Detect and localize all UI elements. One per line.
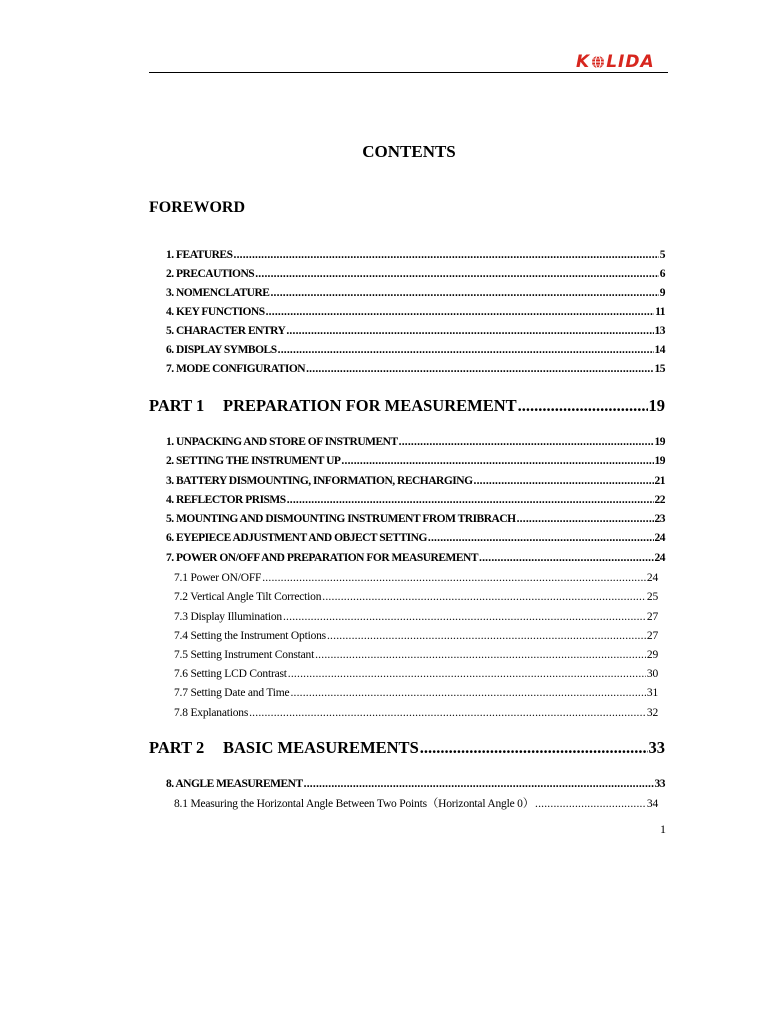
toc-label: 7.6 Setting LCD Contrast xyxy=(174,668,287,680)
part-page: 33 xyxy=(648,738,665,757)
toc-label: 3. BATTERY DISMOUNTING, INFORMATION, RECHARGING xyxy=(166,475,473,487)
logo-text-post: LIDA xyxy=(606,52,655,72)
toc-item[interactable] xyxy=(166,341,665,357)
toc-label: 1. FEATURES xyxy=(166,249,233,261)
part-title: PREPARATION FOR MEASUREMENT xyxy=(223,396,517,415)
toc-subitem[interactable] xyxy=(174,795,658,811)
toc-label: 7.1 Power ON/OFF xyxy=(174,572,262,584)
toc-subitem[interactable] xyxy=(174,569,658,585)
toc-leader xyxy=(255,267,659,281)
toc-page: 15 xyxy=(654,363,665,375)
toc-leader xyxy=(234,248,659,262)
toc-leader xyxy=(517,512,654,526)
toc-leader xyxy=(306,362,653,376)
toc-label: 3. NOMENCLATURE xyxy=(166,287,270,299)
toc-item[interactable] xyxy=(166,284,665,300)
toc-leader xyxy=(518,396,648,416)
toc-leader xyxy=(322,590,646,604)
toc-subitem[interactable] xyxy=(174,588,658,604)
part-number: PART 2 xyxy=(149,738,205,757)
toc-leader xyxy=(479,551,653,565)
toc-label: 6. DISPLAY SYMBOLS xyxy=(166,344,277,356)
toc-label: 7.4 Setting the Instrument Options xyxy=(174,630,326,642)
toc-label: 7.3 Display Illumination xyxy=(174,611,282,623)
toc-leader xyxy=(535,797,646,811)
toc-label: 1. UNPACKING AND STORE OF INSTRUMENT xyxy=(166,436,398,448)
toc-leader xyxy=(288,667,646,681)
toc-label: 7.5 Setting Instrument Constant xyxy=(174,649,315,661)
page-number: 1 xyxy=(660,822,666,836)
toc-leader xyxy=(290,686,645,700)
toc-page: 24 xyxy=(654,552,665,564)
toc-label: 5. CHARACTER ENTRY xyxy=(166,325,286,337)
toc-item[interactable] xyxy=(166,433,665,449)
toc-label: 7.8 Explanations xyxy=(174,707,249,719)
toc-page: 27 xyxy=(646,611,658,623)
toc-leader xyxy=(262,571,646,585)
toc-subitem[interactable] xyxy=(174,684,658,700)
toc-page: 31 xyxy=(646,687,658,699)
logo-text-pre: K xyxy=(576,52,591,72)
toc-leader xyxy=(315,648,646,662)
part-number: PART 1 xyxy=(149,396,205,415)
toc-item[interactable] xyxy=(166,529,665,545)
toc-item[interactable] xyxy=(166,491,665,507)
toc-leader xyxy=(270,286,658,300)
toc-leader xyxy=(420,738,648,758)
toc-page: 19 xyxy=(654,455,665,467)
toc-subitem[interactable] xyxy=(174,646,658,662)
toc-leader xyxy=(428,531,654,545)
toc-label: 8. ANGLE MEASUREMENT xyxy=(166,778,303,790)
toc-page: 11 xyxy=(655,306,665,318)
toc-label: 7.2 Vertical Angle Tilt Correction xyxy=(174,591,322,603)
toc-leader xyxy=(278,343,654,357)
toc-leader xyxy=(304,777,654,791)
toc-page: 24 xyxy=(646,572,658,584)
toc-label: 5. MOUNTING AND DISMOUNTING INSTRUMENT FROM TRIBRACH xyxy=(166,513,516,525)
toc-label: 8.1 Measuring the Horizontal Angle Between Two Points（Horizontal Angle 0） xyxy=(174,798,534,810)
toc-leader xyxy=(249,706,646,720)
toc-page: 29 xyxy=(646,649,658,661)
header-rule xyxy=(149,72,668,73)
toc-page: 23 xyxy=(654,513,665,525)
toc-label: 6. EYEPIECE ADJUSTMENT AND OBJECT SETTING xyxy=(166,532,427,544)
toc-item[interactable] xyxy=(166,472,665,488)
toc-page: 5 xyxy=(659,249,665,261)
toc-leader xyxy=(474,474,654,488)
toc-item[interactable] xyxy=(166,775,665,791)
toc-item[interactable] xyxy=(166,322,665,338)
toc-subitem[interactable] xyxy=(174,704,658,720)
toc-page: 9 xyxy=(659,287,665,299)
toc-item[interactable] xyxy=(166,549,665,565)
toc-page: 33 xyxy=(654,778,665,790)
toc-leader xyxy=(287,493,654,507)
foreword-heading: FOREWORD xyxy=(149,199,245,216)
toc-leader xyxy=(327,629,646,643)
part-title: BASIC MEASUREMENTS xyxy=(223,738,419,757)
toc-page: 19 xyxy=(654,436,665,448)
toc-item[interactable] xyxy=(166,303,665,319)
kolida-logo xyxy=(576,51,655,73)
toc-leader xyxy=(341,454,653,468)
part1-heading[interactable] xyxy=(149,396,665,416)
toc-page: 32 xyxy=(646,707,658,719)
toc-page: 6 xyxy=(659,268,665,280)
part-page: 19 xyxy=(648,396,665,415)
toc-label: 4. KEY FUNCTIONS xyxy=(166,306,265,318)
toc-item[interactable] xyxy=(166,265,665,281)
toc-leader xyxy=(266,305,655,319)
toc-label: 7. POWER ON/OFF AND PREPARATION FOR MEASUREMENT xyxy=(166,552,479,564)
toc-subitem[interactable] xyxy=(174,608,658,624)
toc-page: 30 xyxy=(646,668,658,680)
toc-page: 22 xyxy=(654,494,665,506)
toc-page: 24 xyxy=(654,532,665,544)
toc-label: 4. REFLECTOR PRISMS xyxy=(166,494,286,506)
toc-label: 2. PRECAUTIONS xyxy=(166,268,255,280)
toc-page: 14 xyxy=(654,344,665,356)
toc-page: 21 xyxy=(654,475,665,487)
toc-item[interactable] xyxy=(166,452,665,468)
toc-page: 34 xyxy=(646,798,658,810)
toc-label: 2. SETTING THE INSTRUMENT UP xyxy=(166,455,341,467)
toc-item[interactable] xyxy=(166,510,665,526)
toc-page: 13 xyxy=(654,325,665,337)
globe-icon xyxy=(591,55,605,69)
toc-label: 7. MODE CONFIGURATION xyxy=(166,363,306,375)
toc-subitem[interactable] xyxy=(174,665,658,681)
toc-label: 7.7 Setting Date and Time xyxy=(174,687,290,699)
contents-title: CONTENTS xyxy=(362,142,456,161)
toc-item[interactable] xyxy=(166,246,665,262)
toc-leader xyxy=(286,324,653,338)
part2-heading[interactable] xyxy=(149,738,665,758)
toc-leader xyxy=(399,435,654,449)
toc-page: 27 xyxy=(646,630,658,642)
toc-page: 25 xyxy=(646,591,658,603)
toc-subitem[interactable] xyxy=(174,627,658,643)
toc-leader xyxy=(283,610,646,624)
toc-item[interactable] xyxy=(166,360,665,376)
